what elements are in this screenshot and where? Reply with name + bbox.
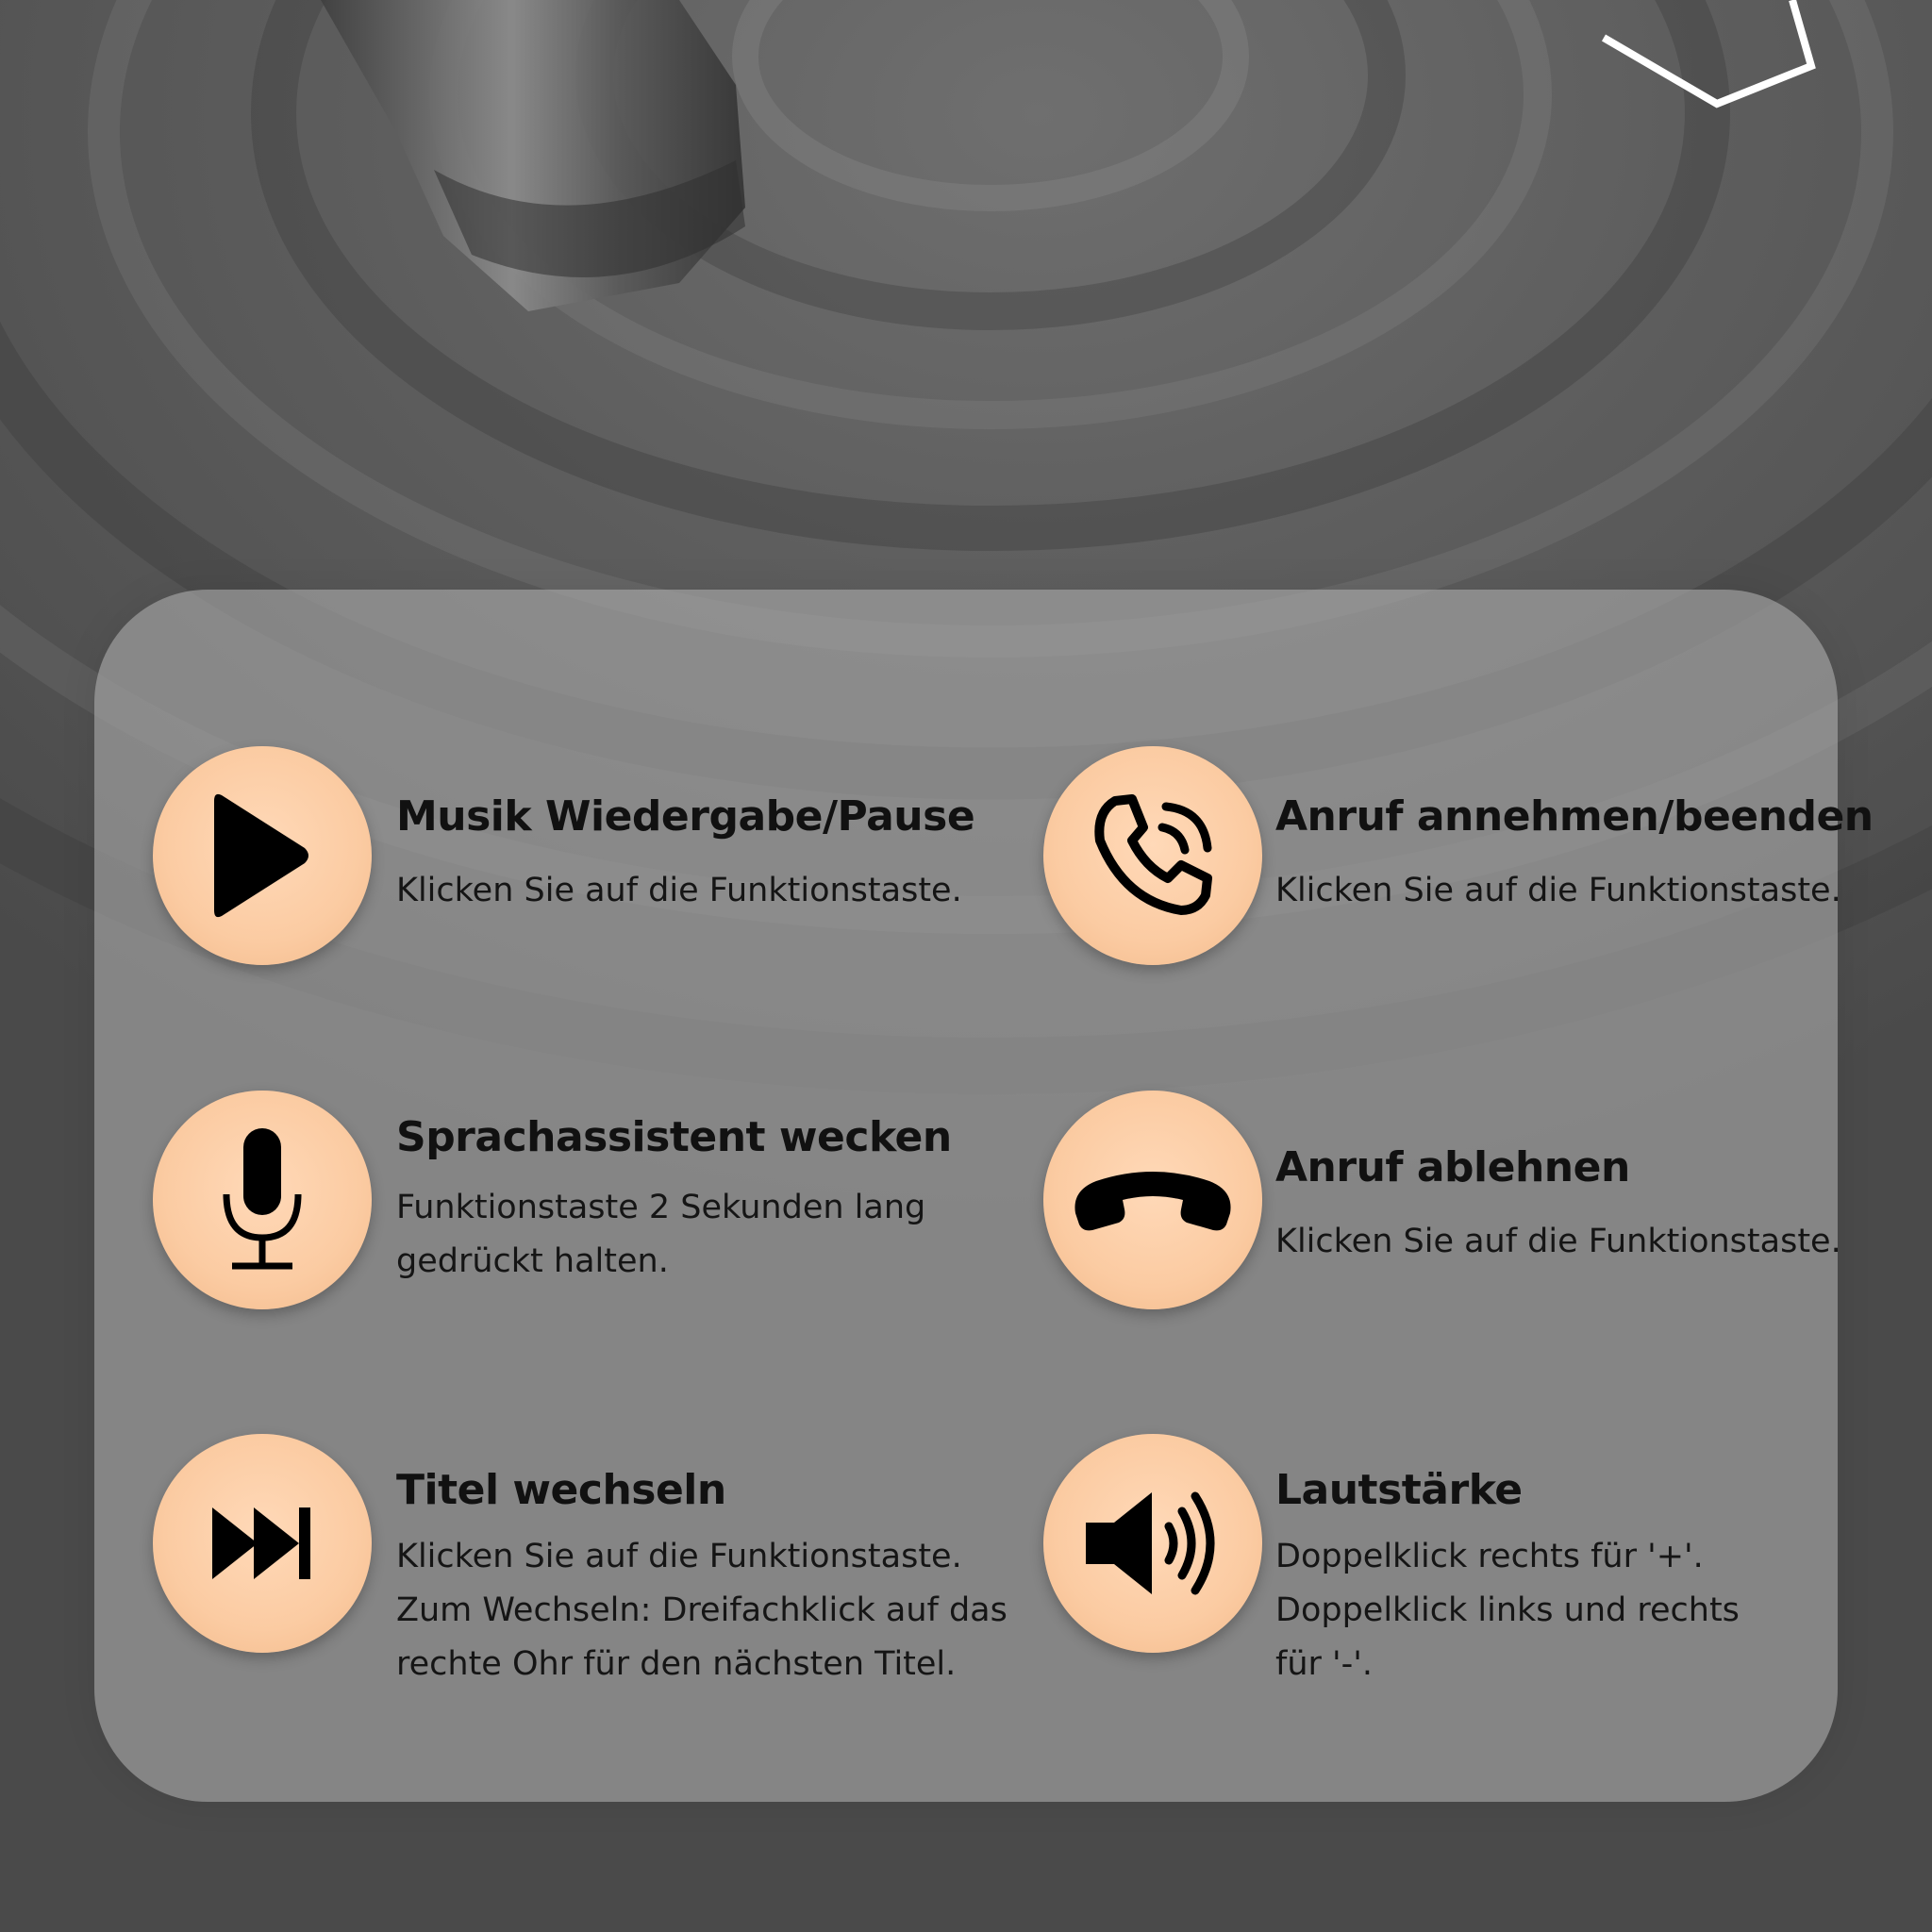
- description-line: Funktionstaste 2 Sekunden lang: [396, 1189, 926, 1226]
- next-track-icon: [153, 1434, 372, 1653]
- feature-title: Anruf annehmen/beenden: [1275, 792, 1874, 841]
- hang-up-icon: [1043, 1091, 1262, 1309]
- play-icon: [153, 746, 372, 965]
- description-line: Klicken Sie auf die Funktionstaste.: [1275, 1223, 1841, 1260]
- feature-title: Musik Wiedergabe/Pause: [396, 792, 975, 841]
- description-line: Doppelklick rechts für '+'.: [1275, 1538, 1704, 1575]
- feature-title: Titel wechseln: [396, 1466, 726, 1514]
- description-line: Klicken Sie auf die Funktionstaste.: [396, 1538, 962, 1575]
- feature-description: [1275, 864, 1841, 918]
- description-line: Klicken Sie auf die Funktionstaste.: [1275, 872, 1841, 909]
- description-line: rechte Ohr für den nächsten Titel.: [396, 1645, 957, 1683]
- phone-call-icon: [1043, 746, 1262, 965]
- feature-title: Lautstärke: [1275, 1466, 1523, 1514]
- feature-description: [396, 864, 962, 918]
- feature-description: [1275, 1215, 1841, 1269]
- feature-title: Sprachassistent wecken: [396, 1113, 952, 1161]
- feature-description: [396, 1181, 925, 1289]
- description-line: gedrückt halten.: [396, 1242, 669, 1280]
- volume-icon: [1043, 1434, 1262, 1653]
- feature-title: Anruf ablehnen: [1275, 1143, 1630, 1191]
- description-line: Klicken Sie auf die Funktionstaste.: [396, 872, 962, 909]
- earbud-stem-image: [321, 0, 745, 311]
- description-line: Doppelklick links und rechts: [1275, 1591, 1740, 1629]
- feature-description: [1275, 1530, 1740, 1691]
- description-line: für '-'.: [1275, 1645, 1374, 1683]
- description-line: Zum Wechseln: Dreifachklick auf das: [396, 1591, 1008, 1629]
- microphone-icon: [153, 1091, 372, 1309]
- feature-description: [396, 1530, 1008, 1691]
